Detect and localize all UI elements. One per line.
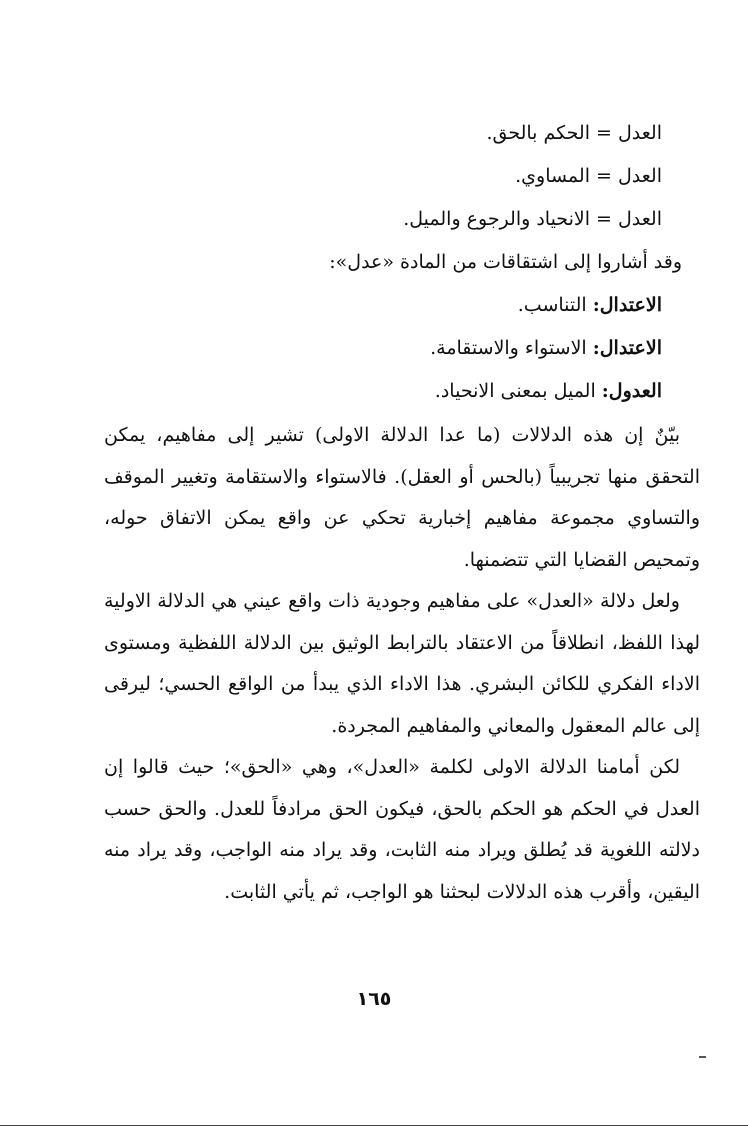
derivation-term: الاعتدال:	[592, 294, 662, 316]
paragraph: ولعل دلالة «العدل» على مفاهيم وجودية ذات واقع عيني هي الدلالة الاولية لهذا اللفظ، انطلاقاً من الاعتقاد بالترابط الوثيق بين الدلالة اللفظية ومستوى الاداء الفكري للكائن البشري. هذا الاداء الذي يبدأ من الواقع الحسي؛ ليرقى إلى عالم المعقول والمعاني والمفاهيم المجردة.	[104, 590, 700, 737]
derivation-line	[104, 327, 700, 370]
definition-line: العدل = الانحياد والرجوع والميل.	[403, 208, 662, 230]
derivation-meaning: الاستواء والاستقامة.	[430, 337, 593, 359]
definition-line: العدل = المساوي.	[515, 165, 662, 187]
derivation-meaning: التناسب.	[517, 294, 593, 316]
derivation-line	[104, 284, 700, 327]
bottom-rule	[0, 1125, 748, 1126]
definition-line: العدل = الحكم بالحق.	[486, 122, 662, 144]
derivation-term: الاعتدال:	[592, 337, 662, 359]
derivation-line	[104, 370, 700, 413]
derivation-term: العدول:	[601, 380, 662, 402]
scan-mark	[699, 1056, 706, 1058]
definitions-list	[104, 112, 700, 413]
body-text	[104, 415, 700, 913]
paragraph: بيّنٌ إن هذه الدلالات (ما عدا الدلالة الاولى) تشير إلى مفاهيم، يمكن التحقق منها تجريبياً (بالحس أو العقل). فالاستواء والاستقامة وتغيير الموقف والتساوي مجموعة مفاهيم إخبارية تحكي عن واقع يمكن الاتفاق حوله، وتمحيص القضايا التي تتضمنها.	[104, 424, 700, 571]
derivation-meaning: الميل بمعنى الانحياد.	[434, 380, 602, 402]
paragraph: لكن أمامنا الدلالة الاولى لكلمة «العدل»، وهي «الحق»؛ حيث قالوا إن العدل في الحكم هو الحكم بالحق، فيكون الحق مرادفاً للعدل. والحق حسب دلالته اللغوية قد يُطلق ويراد منه الثابت، وقد يراد منه الواجب، وقد يراد منه اليقين، وأقرب هذه الدلالات لبحثنا هو الواجب، ثم يأتي الثابت.	[104, 756, 700, 903]
derivations-intro: وقد أشاروا إلى اشتقاقات من المادة «عدل»:	[329, 251, 682, 273]
page-number: ١٦٥	[356, 988, 392, 1010]
